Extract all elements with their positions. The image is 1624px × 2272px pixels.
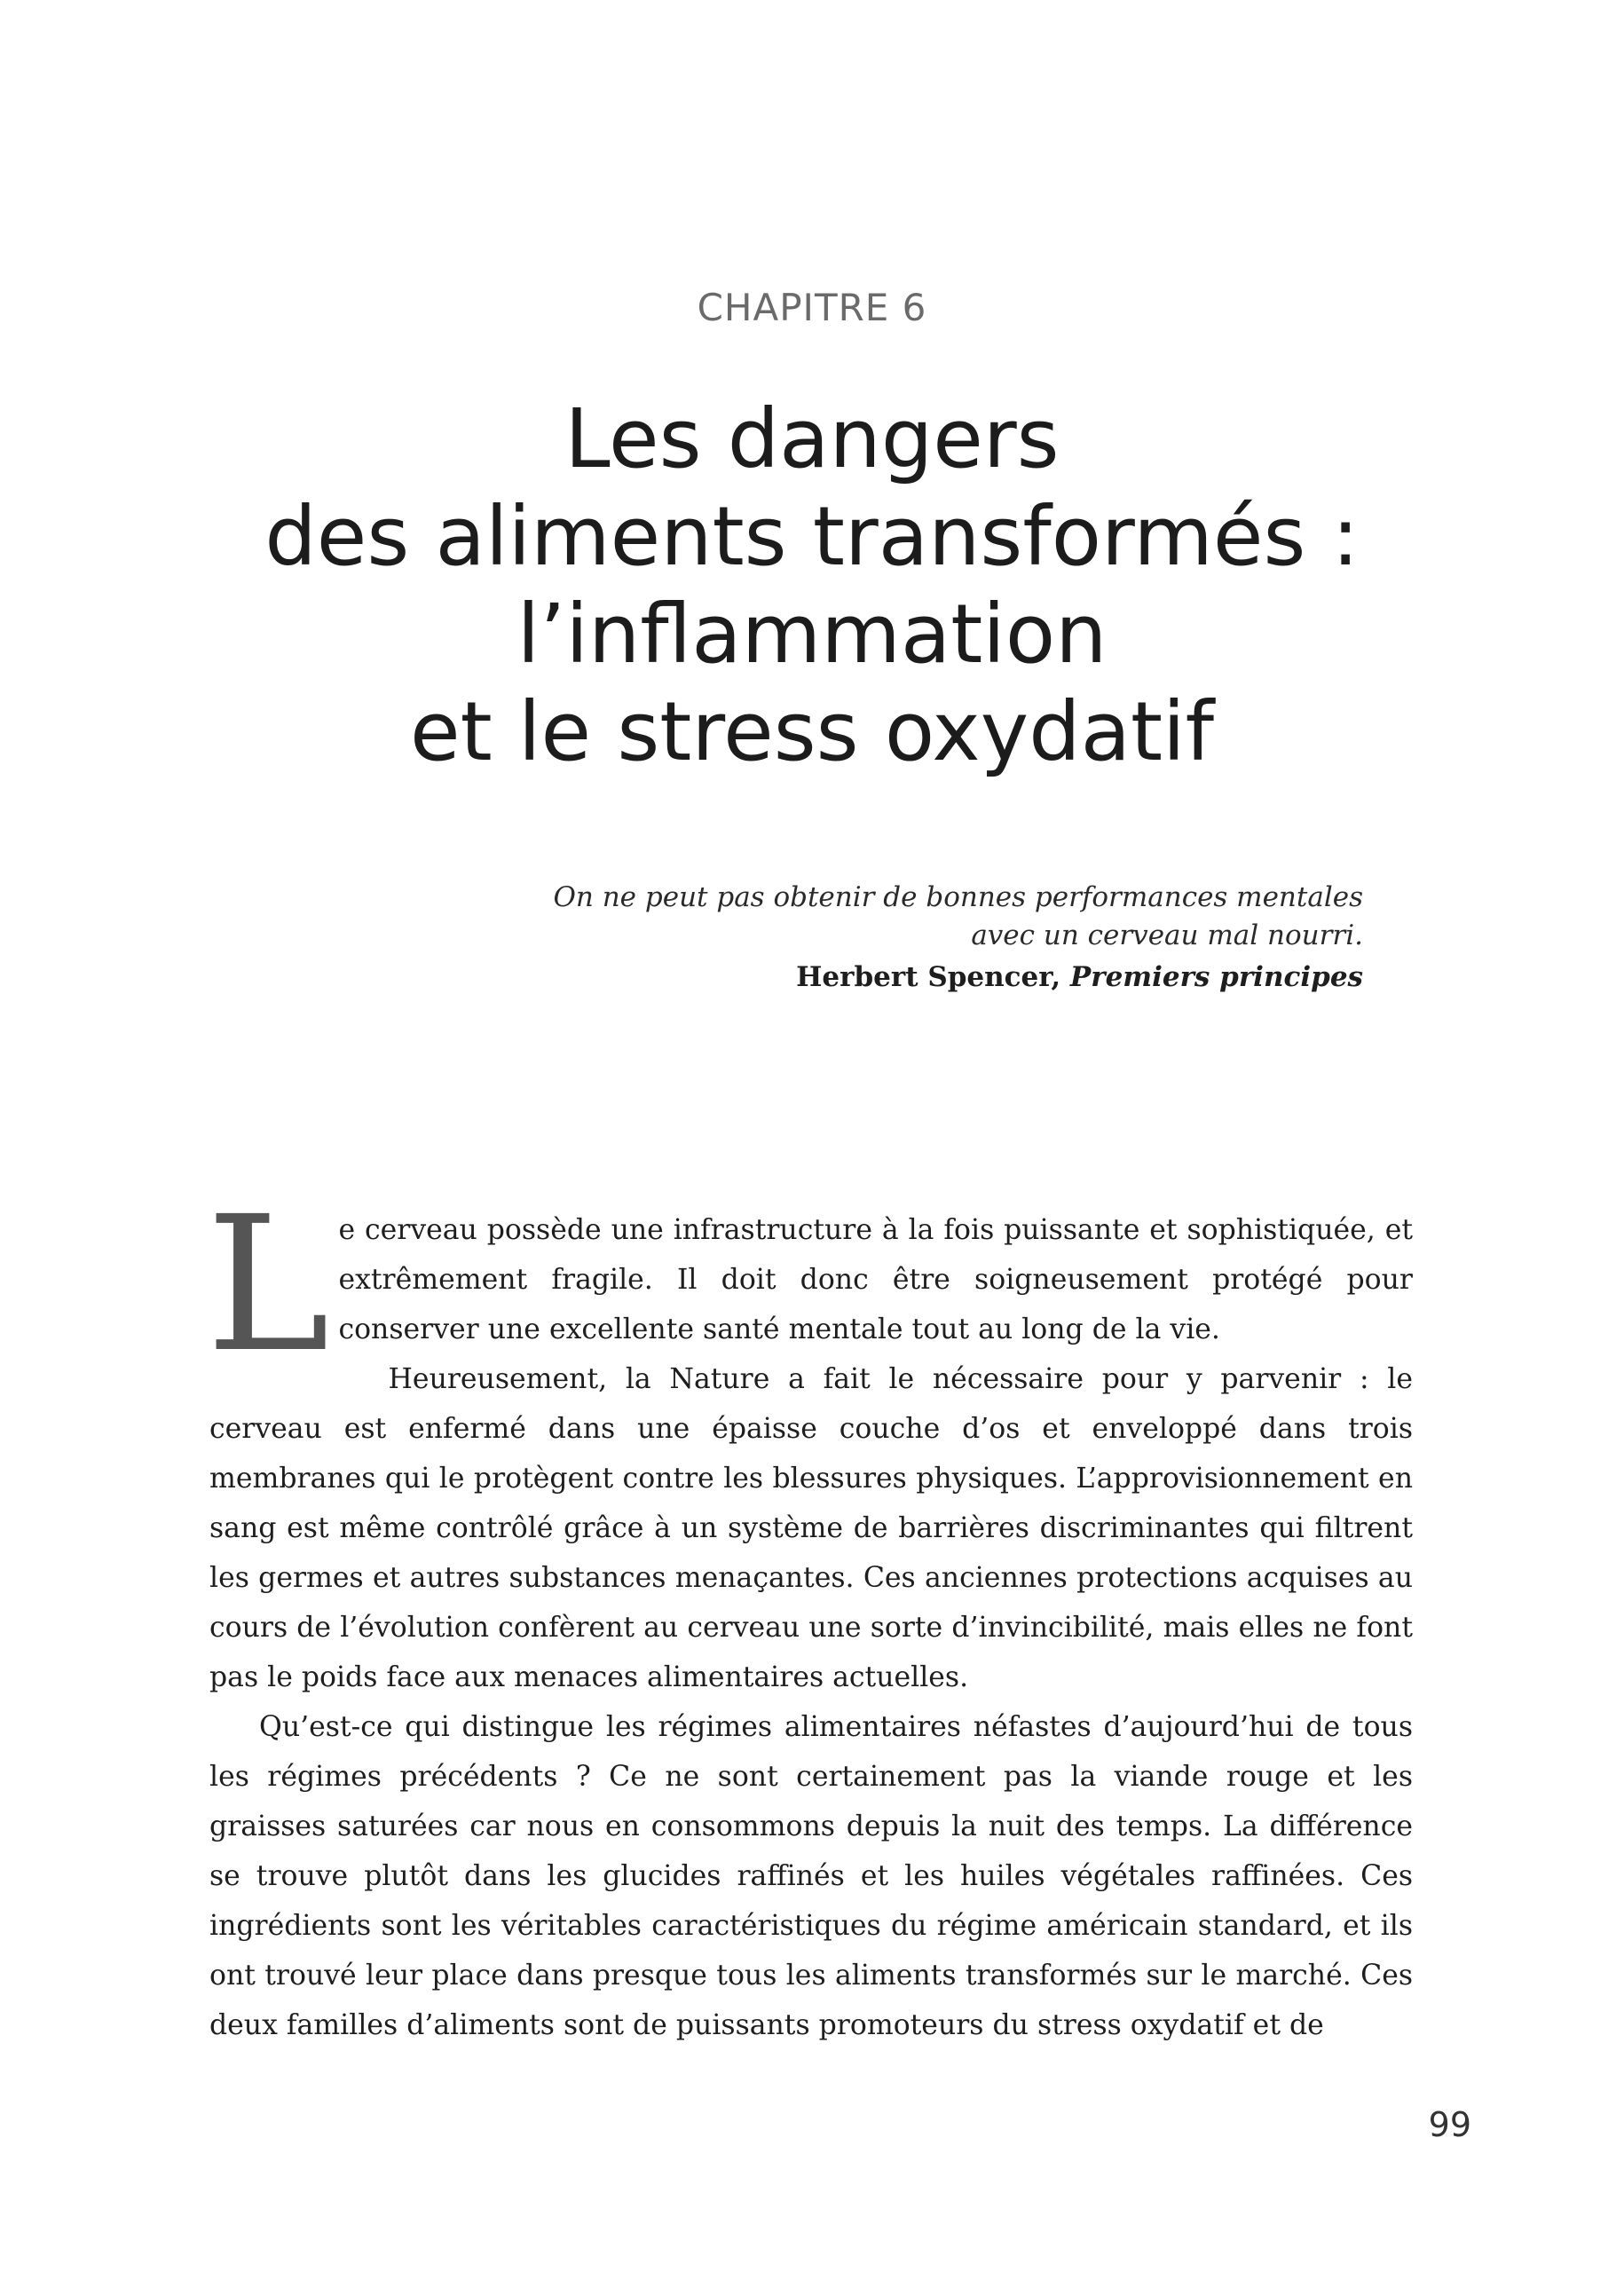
epigraph <box>387 879 1363 997</box>
chapter-title-line: Les dangers <box>564 391 1060 486</box>
epigraph-attribution <box>387 958 1363 997</box>
paragraph <box>206 1176 1413 1393</box>
chapter-title <box>0 390 1624 781</box>
epigraph-work: Premiers principes <box>1069 961 1363 993</box>
chapter-title-line: l’inflammation <box>516 587 1108 682</box>
epigraph-quote-line: On ne peut pas obtenir de bonnes performances mentales <box>553 881 1363 913</box>
chapter-title-line: et le stress oxydatif <box>410 684 1214 779</box>
epigraph-quote-line: avec un cerveau mal nourri. <box>971 919 1363 951</box>
epigraph-quote <box>387 879 1363 955</box>
page-number: 99 <box>1428 2105 1471 2144</box>
chapter-title-line: des aliments transformés : <box>264 489 1360 584</box>
chapter-label: CHAPITRE 6 <box>697 286 927 329</box>
body-text <box>206 1176 1413 2050</box>
paragraph: Qu’est-ce qui distingue les régimes alimentaires néfastes d’aujourd’hui de tous les régimes précédents ? Ce ne sont certainement pas la viande rouge et les graisses saturées car nous en consommons depuis la nuit des temps. La différence se trouve plutôt dans les glucides raffinés et les huiles végétales raffinées. Ces ingrédients sont les véritables caractéristiques du régime américain standard, et ils ont trouvé leur place dans presque tous les aliments transformés sur le marché. Ces deux familles d’aliments sont de puissants promoteurs du stress oxydatif et de <box>209 1711 1413 2041</box>
paragraph: Heureusement, la Nature a fait le nécessaire pour y parvenir : le cerveau est enfermé dans une épaisse couche d’os et enveloppé dans trois membranes qui le protègent contre les blessures physiques. L’approvisionnement en sang est même contrôlé grâce à un système de barrières discriminantes qui filtrent les germes et autres substances menaçantes. Ces anciennes protections acquises au cours de l’évolution confèrent au cerveau une sorte d’invincibilité, mais elles ne font pas le poids face aux menaces alimentaires actuelles. <box>209 1363 1413 1693</box>
paragraph-text: e cerveau possède une infrastructure à la fois puissante et sophistiquée, et extrêmement fragile. Il doit donc être soigneusement protégé pour conserver une excellente santé mentale tout au long de la vie. <box>338 1214 1413 1345</box>
drop-cap: L <box>206 1176 330 1393</box>
epigraph-author: Herbert Spencer, <box>796 961 1061 993</box>
